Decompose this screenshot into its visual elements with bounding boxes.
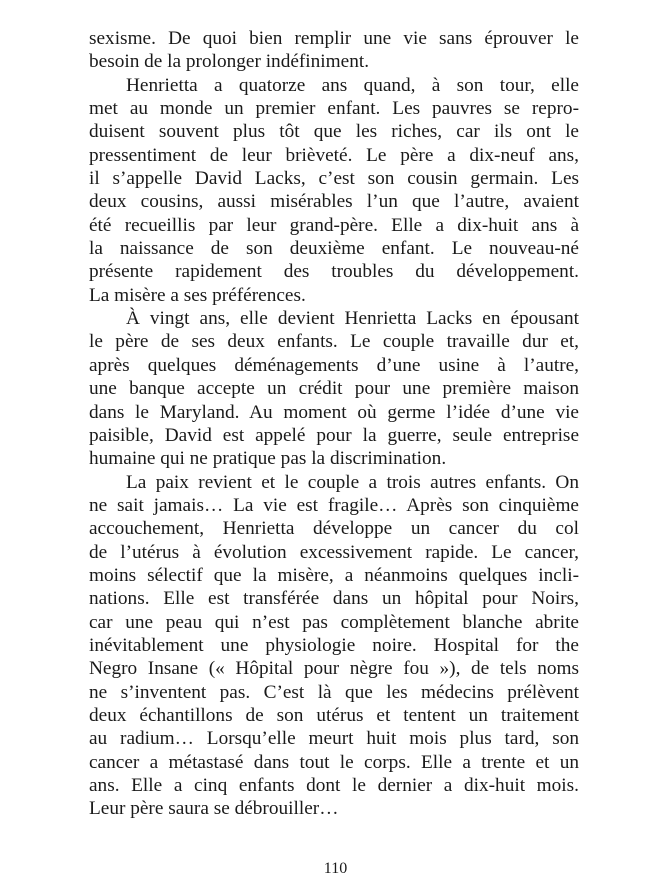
text-line: moins sélectif que la misère, a néanmoins quelques incli- <box>89 564 579 586</box>
text-line: ans. Elle a cinq enfants dont le dernier a dix-huit mois. <box>89 775 579 796</box>
text-line: humaine qui ne pratique pas la discrimination. <box>89 448 447 470</box>
text-line: paisible, David est appelé pour la guerre, seule entreprise <box>89 424 579 446</box>
text-line: besoin de la prolonger indéfiniment. <box>89 51 370 73</box>
text-line: met au monde un premier enfant. Les pauvres se repro- <box>89 98 579 120</box>
text-line: la naissance de son deuxième enfant. Le nouveau-né <box>89 238 579 260</box>
text-block <box>89 27 579 821</box>
text-line: nations. Elle est transférée dans un hôpital pour Noirs, <box>89 588 579 610</box>
text-line: été recueillis par leur grand-père. Elle a dix-huit ans à <box>89 214 579 236</box>
text-line: de l’utérus à évolution excessivement rapide. Le cancer, <box>89 541 579 563</box>
text-line: La paix revient et le couple a trois autres enfants. On <box>126 471 579 493</box>
text-line: une banque accepte un crédit pour une première maison <box>89 378 579 400</box>
text-line: ne sait jamais… La vie est fragile… Après son cinquième <box>89 494 579 516</box>
text-line: duisent souvent plus tôt que les riches, car ils ont le <box>89 121 579 143</box>
text-line: car une peau qui n’est pas complètement blanche abrite <box>89 611 579 633</box>
text-line: le père de ses deux enfants. Le couple travaille dur et, <box>89 331 579 353</box>
text-line: au radium… Lorsqu’elle meurt huit mois plus tard, son <box>89 728 579 750</box>
text-line: Negro Insane (« Hôpital pour nègre fou »), de tels noms <box>89 658 579 680</box>
text-line: Leur père saura se débrouiller… <box>89 798 339 820</box>
text-line: ne s’inventent pas. C’est là que les médecins prélèvent <box>89 681 579 703</box>
text-line: accouchement, Henrietta développe un cancer du col <box>89 518 579 540</box>
text-line: dans le Maryland. Au moment où germe l’idée d’une vie <box>89 401 579 423</box>
text-line: deux cousins, aussi misérables l’un que l’autre, avaient <box>89 191 579 213</box>
text-line: À vingt ans, elle devient Henrietta Lacks en épousant <box>126 308 579 330</box>
text-line: après quelques déménagements d’une usine à l’autre, <box>89 354 579 376</box>
text-line: deux échantillons de son utérus et tentent un traitement <box>89 704 579 726</box>
text-line: Henrietta a quatorze ans quand, à son tour, elle <box>126 74 579 96</box>
text-line: il s’appelle David Lacks, c’est son cousin germain. Les <box>89 168 579 190</box>
page-number: 110 <box>323 860 348 877</box>
text-line: cancer a métastasé dans tout le corps. Elle a trente et un <box>89 751 579 773</box>
text-line: La misère a ses préférences. <box>89 284 306 306</box>
text-line: inévitablement une physiologie noire. Hospital for the <box>89 634 579 656</box>
text-line: présente rapidement des troubles du développement. <box>89 261 579 283</box>
text-line: pressentiment de leur brièveté. Le père a dix-neuf ans, <box>89 144 579 166</box>
text-line: sexisme. De quoi bien remplir une vie sans éprouver le <box>89 28 579 49</box>
